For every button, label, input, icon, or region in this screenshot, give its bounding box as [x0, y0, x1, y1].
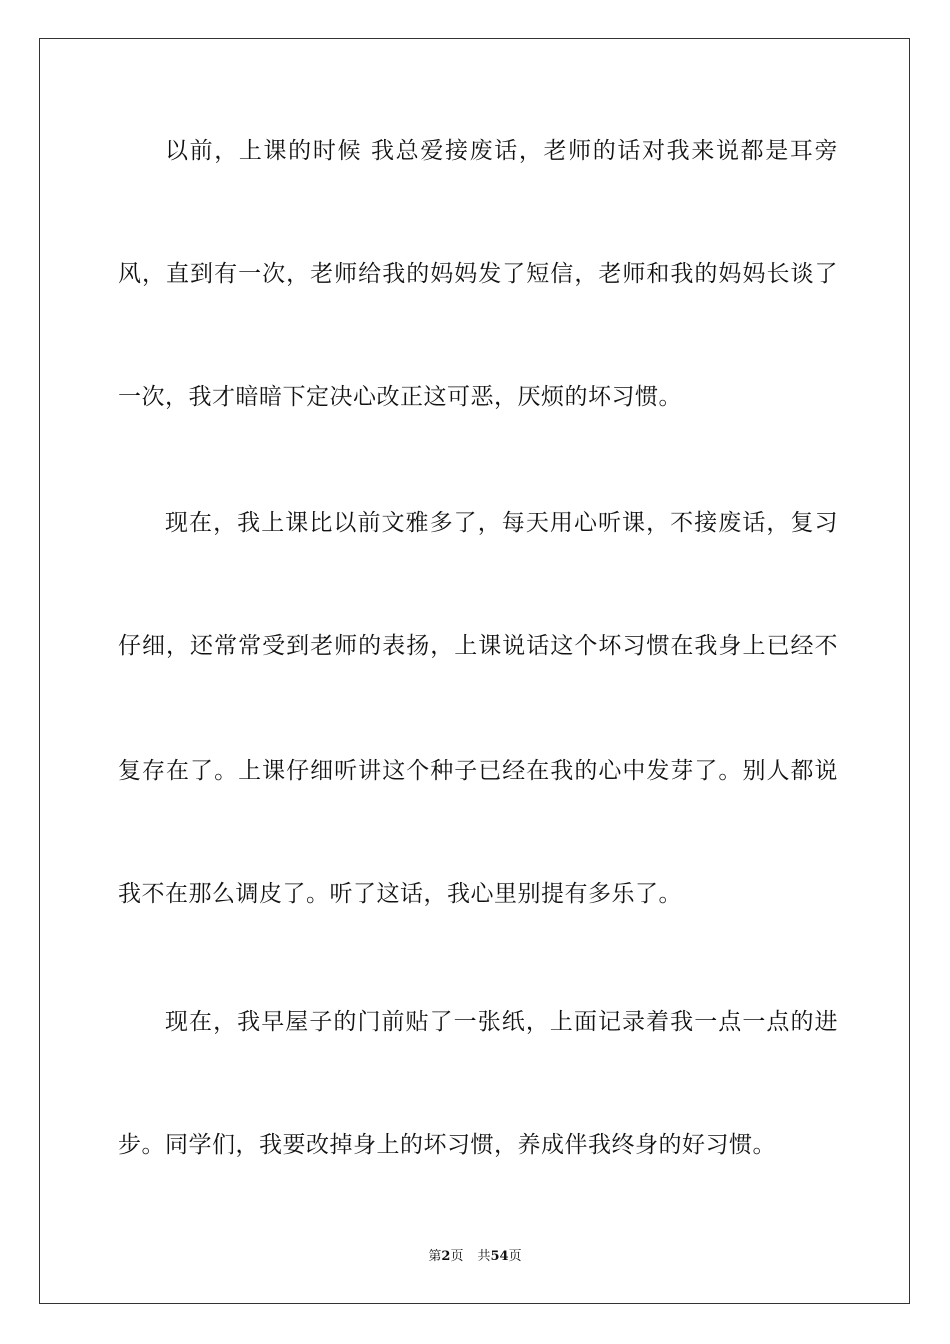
- footer-page-number: 2: [441, 1249, 451, 1264]
- paragraph-2-line-3: 复存在了。上课仔细听讲这个种子已经在我的心中发芽了。别人都说: [118, 758, 838, 784]
- page-border: [39, 38, 910, 1304]
- footer-page-prefix: 第: [428, 1249, 442, 1264]
- paragraph-1-line-3: 一次，我才暗暗下定决心改正这可恶，厌烦的坏习惯。: [118, 384, 682, 410]
- paragraph-1-line-2: 风，直到有一次，老师给我的妈妈发了短信，老师和我的妈妈长谈了: [118, 261, 838, 287]
- footer-total-pages: 54: [490, 1249, 509, 1264]
- paragraph-2-line-1: 现在，我上课比以前文雅多了，每天用心听课，不接废话，复习: [165, 510, 838, 536]
- paragraph-1-line-1: 以前，上课的时候 我总爱接废话，老师的话对我来说都是耳旁: [165, 138, 838, 164]
- paragraph-2-line-4: 我不在那么调皮了。听了这话，我心里别提有多乐了。: [118, 881, 682, 907]
- footer-total-prefix: 共: [477, 1249, 491, 1264]
- footer-page-suffix: 页: [450, 1249, 464, 1264]
- paragraph-3-line-2: 步。同学们，我要改掉身上的坏习惯，养成伴我终身的好习惯。: [118, 1132, 776, 1158]
- footer-total-suffix: 页: [508, 1249, 522, 1264]
- paragraph-3-line-1: 现在，我早屋子的门前贴了一张纸，上面记录着我一点一点的进: [165, 1009, 838, 1035]
- paragraph-2-line-2: 仔细，还常常受到老师的表扬，上课说话这个坏习惯在我身上已经不: [118, 633, 838, 659]
- page-footer: [0, 1249, 950, 1265]
